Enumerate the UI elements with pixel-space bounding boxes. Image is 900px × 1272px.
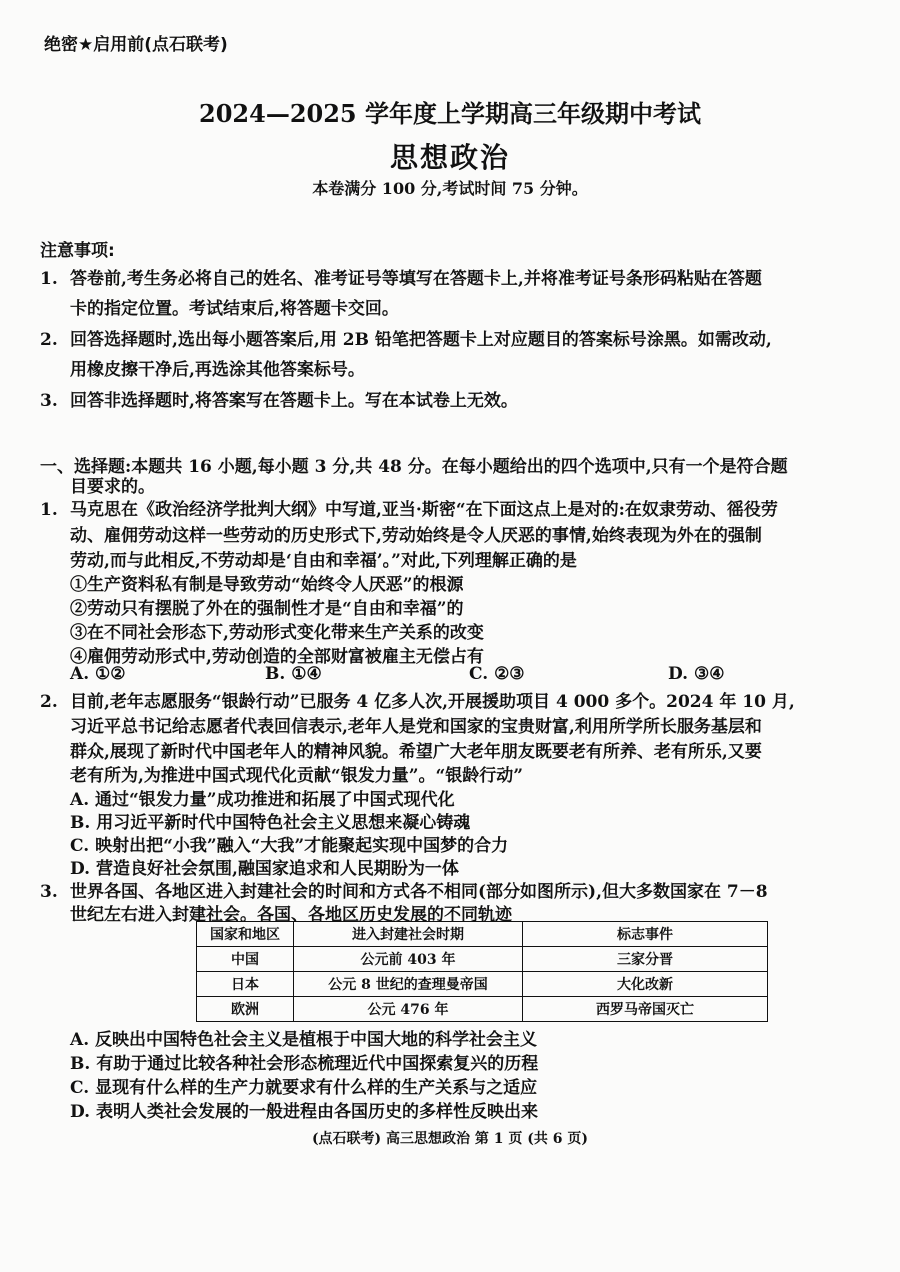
table-cell: 公元前 403 年	[294, 947, 523, 972]
option-c: C. 显现有什么样的生产力就要求有什么样的生产关系与之适应	[70, 1078, 538, 1098]
question-2-stem	[40, 687, 795, 712]
table-cell: 欧洲	[197, 997, 294, 1022]
history-table	[196, 921, 768, 1022]
notice-text: 回答选择题时,选出每小题答案后,用 2B 铅笔把答题卡上对应题目的答案标号涂黑。如需改动,	[70, 330, 772, 350]
table-row	[197, 972, 768, 997]
question-text: 习近平总书记给志愿者代表回信表示,老年人是党和国家的宝贵财富,利用所学所长服务基层和	[70, 717, 762, 737]
notice-item-3	[40, 386, 518, 411]
table-cell: 中国	[197, 947, 294, 972]
section-heading-cont: 目要求的。	[70, 477, 155, 497]
question-number: 2.	[40, 692, 58, 712]
page-footer: (点石联考) 高三思想政治 第 1 页 (共 6 页)	[311, 1131, 589, 1147]
notice-text: 回答非选择题时,将答案写在答题卡上。写在本试卷上无效。	[70, 391, 518, 411]
notice-text: 卡的指定位置。考试结束后,将答题卡交回。	[70, 299, 399, 319]
question-text: 劳动,而与此相反,不劳动却是‘自由和幸福’。”对此,下列理解正确的是	[70, 551, 577, 571]
question-1-stem	[40, 495, 778, 520]
notice-item-1	[40, 264, 762, 289]
option-d: D. ③④	[668, 664, 725, 684]
notice-item-2	[40, 325, 772, 350]
table-row	[197, 997, 768, 1022]
option-c: C. 映射出把“小我”融入“大我”才能聚起实现中国梦的合力	[70, 836, 509, 856]
statement-2: ②劳动只有摆脱了外在的强制性才是“自由和幸福”的	[70, 599, 464, 619]
table-row	[197, 947, 768, 972]
table-cell: 大化改新	[523, 972, 768, 997]
option-d: D. 营造良好社会氛围,融国家追求和人民期盼为一体	[70, 859, 459, 879]
table-cell: 西罗马帝国灭亡	[523, 997, 768, 1022]
option-b: B. 用习近平新时代中国特色社会主义思想来凝心铸魂	[70, 813, 471, 833]
table-header-row	[197, 922, 768, 947]
option-b: B. ①④	[265, 664, 322, 684]
question-text: 老有所为,为推进中国式现代化贡献“银发力量”。“银龄行动”	[70, 766, 524, 786]
question-3-stem	[40, 877, 768, 902]
statement-3: ③在不同社会形态下,劳动形式变化带来生产关系的改变	[70, 623, 484, 643]
notice-number: 1.	[40, 269, 58, 289]
table-cell: 日本	[197, 972, 294, 997]
exam-title: 2024—2025 学年度上学期高三年级期中考试	[199, 99, 701, 128]
option-a: A. 反映出中国特色社会主义是植根于中国大地的科学社会主义	[70, 1030, 538, 1050]
notice-number: 3.	[40, 391, 58, 411]
table-cell: 公元 8 世纪的查理曼帝国	[294, 972, 523, 997]
secret-label: 绝密★启用前(点石联考)	[44, 35, 228, 55]
table-cell: 公元 476 年	[294, 997, 523, 1022]
question-number: 3.	[40, 882, 58, 902]
statement-1: ①生产资料私有制是导致劳动“始终令人厌恶”的根源	[70, 575, 464, 595]
notice-heading: 注意事项:	[40, 241, 115, 261]
question-text: 群众,展现了新时代中国老年人的精神风貌。希望广大老年朋友既要老有所养、老有所乐,又要	[70, 742, 762, 762]
table-cell: 三家分晋	[523, 947, 768, 972]
notice-text: 答卷前,考生务必将自己的姓名、准考证号等填写在答题卡上,并将准考证号条形码粘贴在答题	[70, 269, 762, 289]
statement-4: ④雇佣劳动形式中,劳动创造的全部财富被雇主无偿占有	[70, 647, 484, 667]
question-number: 1.	[40, 500, 58, 520]
subject-title: 思想政治	[389, 141, 510, 174]
question-text: 动、雇佣劳动这样一些劳动的历史形式下,劳动始终是令人厌恶的事情,始终表现为外在的强制	[70, 526, 762, 546]
table-header: 进入封建社会时期	[294, 922, 523, 947]
table-header: 标志事件	[523, 922, 768, 947]
table-header: 国家和地区	[197, 922, 294, 947]
notice-text: 用橡皮擦干净后,再选涂其他答案标号。	[70, 360, 365, 380]
question-text: 世纪左右进入封建社会。各国、各地区历史发展的不同轨迹	[70, 905, 512, 925]
question-text: 目前,老年志愿服务“银龄行动”已服务 4 亿多人次,开展援助项目 4 000 多个。2024 年 10 月,	[70, 692, 795, 712]
question-text: 世界各国、各地区进入封建社会的时间和方式各不相同(部分如图所示),但大多数国家在 7－8	[70, 882, 768, 902]
option-b: B. 有助于通过比较各种社会形态梳理近代中国探索复兴的历程	[70, 1054, 539, 1074]
question-text: 马克思在《政治经济学批判大纲》中写道,亚当·斯密“在下面这点上是对的:在奴隶劳动、徭役劳	[70, 500, 778, 520]
option-a: A. ①②	[70, 664, 126, 684]
score-info: 本卷满分 100 分,考试时间 75 分钟。	[312, 179, 588, 198]
section-heading: 一、选择题:本题共 16 小题,每小题 3 分,共 48 分。在每小题给出的四个选项中,只有一个是符合题	[40, 457, 788, 477]
notice-number: 2.	[40, 330, 58, 350]
option-d: D. 表明人类社会发展的一般进程由各国历史的多样性反映出来	[70, 1102, 538, 1122]
option-a: A. 通过“银发力量”成功推进和拓展了中国式现代化	[70, 790, 455, 810]
option-c: C. ②③	[469, 664, 525, 684]
